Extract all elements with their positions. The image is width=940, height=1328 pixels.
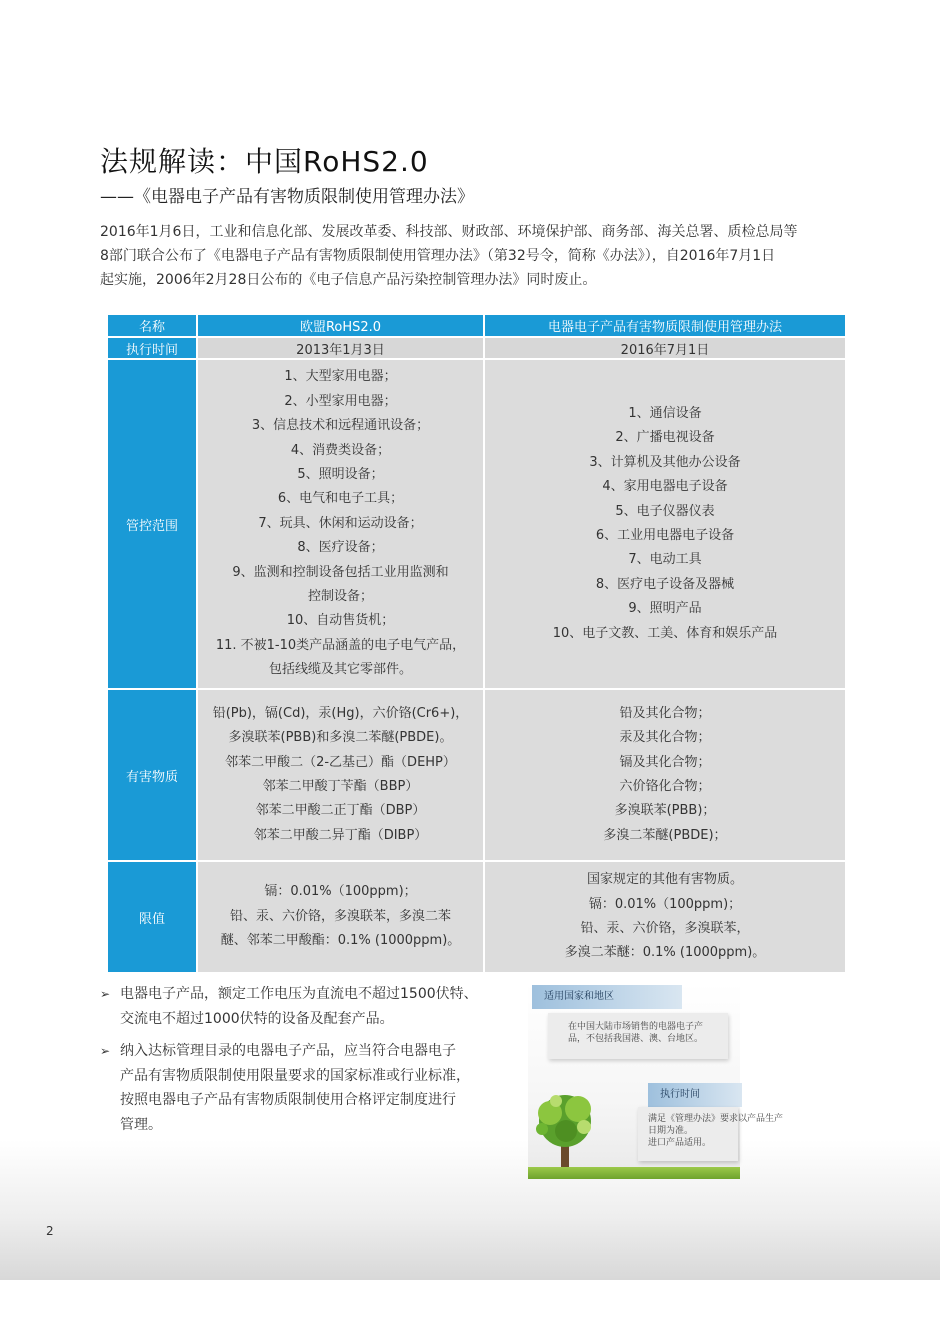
grass-strip [528,1167,740,1179]
tree-icon [528,1083,608,1179]
cell-line: 镉：0.01%（100ppm)； [264,884,417,900]
cell-line: 5、电子仪器仪表 [615,503,715,519]
card-line: 日期为准。 [648,1126,694,1136]
bottom-gradient [0,1140,940,1280]
cell-line: 镉及其化合物； [619,754,711,770]
bullet-list [100,982,510,1145]
cell-line: 镉：0.01%（100ppm)； [588,896,742,912]
eu-date: 2013年1月3日 [197,337,484,359]
cell-line: 3、信息技术和远程通讯设备； [251,418,430,434]
card-line: 进口产品适用。 [648,1138,712,1148]
card-line: 满足《管理办法》要求以产品生产 [648,1114,784,1124]
header-china-rohs: 电器电子产品有害物质限制使用管理办法 [484,314,846,337]
row-label-date: 执行时间 [107,337,197,359]
cell-line: 1、通信设备 [628,405,702,421]
bullet-line: 管理。 [120,1116,162,1133]
cell-line: 6、工业用电器电子设备 [595,528,735,543]
eu-limit-list [197,861,484,973]
intro-line: 起实施，2006年2月28日公布的《电子信息产品污染控制管理办法》同时废止。 [100,272,597,288]
cell-line: 1、大型家用电器； [284,369,397,385]
arrow-bullet-icon: ➢ [100,987,111,1001]
bullet-line: 交流电不超过1000伏特的设备及配套产品。 [120,1010,394,1027]
cell-line: 10、电子文教、工美、体育和娱乐产品 [552,625,778,641]
cell-line: 7、电动工具 [628,552,702,568]
cell-line: 8、医疗电子设备及器械 [595,576,735,592]
header-eu-rohs: 欧盟RoHS2.0 [197,314,484,337]
cell-line: 多溴联苯(PBB)和多溴二苯醚(PBDE)。 [228,730,453,746]
cell-line: 7、玩具、休闲和运动设备； [258,515,423,531]
bullet-line: 产品有害物质限制使用限量要求的国家标准或行业标准， [120,1067,470,1084]
cell-line: 11. 不被1-10类产品涵盖的电子电气产品， [215,637,466,653]
card-region [548,1013,728,1059]
cell-line: 多溴二苯醚：0.1% (1000ppm)。 [564,945,766,961]
bullet-item [100,1039,510,1137]
card-effective-date [638,1107,784,1161]
table-row-date [107,337,846,359]
cell-line: 5、照明设备； [297,466,384,482]
cell-line: 10、自动售货机； [286,613,395,629]
row-label-scope: 管控范围 [107,359,197,689]
scope-illustration [528,983,784,1179]
header-name: 名称 [107,314,197,337]
card-line: 在中国大陆市场销售的电器电子产 [568,1022,704,1032]
card-line: 品，不包括我国港、澳、台地区。 [568,1034,704,1044]
bullet-line: 按照电器电子产品有害物质限制使用合格评定制度进行 [120,1092,456,1108]
cell-line: 9、监测和控制设备包括工业用监测和 [232,564,449,580]
cell-line: 3、计算机及其他办公设备 [589,454,741,470]
bullet-line: 电器电子产品，额定工作电压为直流电不超过1500伏特、 [120,986,478,1002]
table-row-limit [107,861,846,973]
intro-line: 2016年1月6日，工业和信息化部、发展改革委、科技部、财政部、环境保护部、商务部、海关总署、质检总局等 [100,224,798,240]
page-number: 2 [46,1224,54,1238]
row-label-hazard: 有害物质 [107,689,197,861]
comparison-table [106,313,847,974]
eu-scope-list [197,359,484,689]
cn-scope-list [484,359,846,689]
cell-line: 邻苯二甲酸二（2-乙基己）酯（DEHP） [225,754,456,770]
bullet-line: 纳入达标管理目录的电器电子产品，应当符合电器电子 [120,1043,456,1059]
cell-line: 铅(Pb)，镉(Cd)，汞(Hg)，六价铬(Cr6+)， [212,705,469,721]
cell-line: 控制设备； [307,589,373,605]
bottom-band [0,1280,940,1328]
cell-line: 8、医疗设备； [297,540,384,556]
cell-line: 6、电气和电子工具； [277,491,404,507]
arrow-bullet-icon: ➢ [100,1044,111,1058]
cell-line: 国家规定的其他有害物质。 [586,872,743,888]
table-row-hazard [107,689,846,861]
cell-line: 多溴联苯(PBB)； [614,803,716,819]
cell-line: 包括线缆及其它零部件。 [268,662,412,678]
cell-line: 9、照明产品 [628,601,702,617]
cell-line: 邻苯二甲酸二异丁酯（DIBP） [253,827,428,843]
cell-line: 汞及其化合物； [619,730,711,746]
table-header-row [107,314,846,337]
cell-line: 2、小型家用电器； [284,393,397,409]
tag-effective-date: 执行时间 [648,1083,742,1107]
cell-line: 4、消费类设备； [290,442,391,458]
cell-line: 铅、汞、六价铬，多溴联苯，多溴二苯 [229,908,451,924]
cell-line: 2、广播电视设备 [615,430,715,446]
eu-hazard-list [197,689,484,861]
cell-line: 六价铬化合物； [619,779,711,794]
table-row-scope [107,359,846,689]
cell-line: 醚、邻苯二甲酸酯：0.1% (1000ppm)。 [220,933,461,949]
cell-line: 铅、汞、六价铬，多溴联苯， [580,921,750,936]
cn-date: 2016年7月1日 [484,337,846,359]
cell-line: 铅及其化合物； [619,705,711,721]
cell-line: 多溴二苯醚(PBDE)； [603,827,727,843]
page-subtitle: ——《电器电子产品有害物质限制使用管理办法》 [100,187,474,207]
page-title: 法规解读：中国RoHS2.0 [100,145,429,178]
intro-line: 8部门联合公布了《电器电子产品有害物质限制使用管理办法》（第32号令，简称《办法》），自2016年7月1日 [100,248,776,264]
intro-paragraph [100,220,860,292]
cn-limit-list [484,861,846,973]
cn-hazard-list [484,689,846,861]
row-label-limit: 限值 [107,861,197,973]
cell-line: 邻苯二甲酸丁苄酯（BBP） [262,779,419,794]
cell-line: 邻苯二甲酸二正丁酯（DBP） [255,803,426,819]
cell-line: 4、家用电器电子设备 [602,479,728,495]
bullet-item [100,982,510,1031]
tag-region: 适用国家和地区 [532,985,682,1009]
